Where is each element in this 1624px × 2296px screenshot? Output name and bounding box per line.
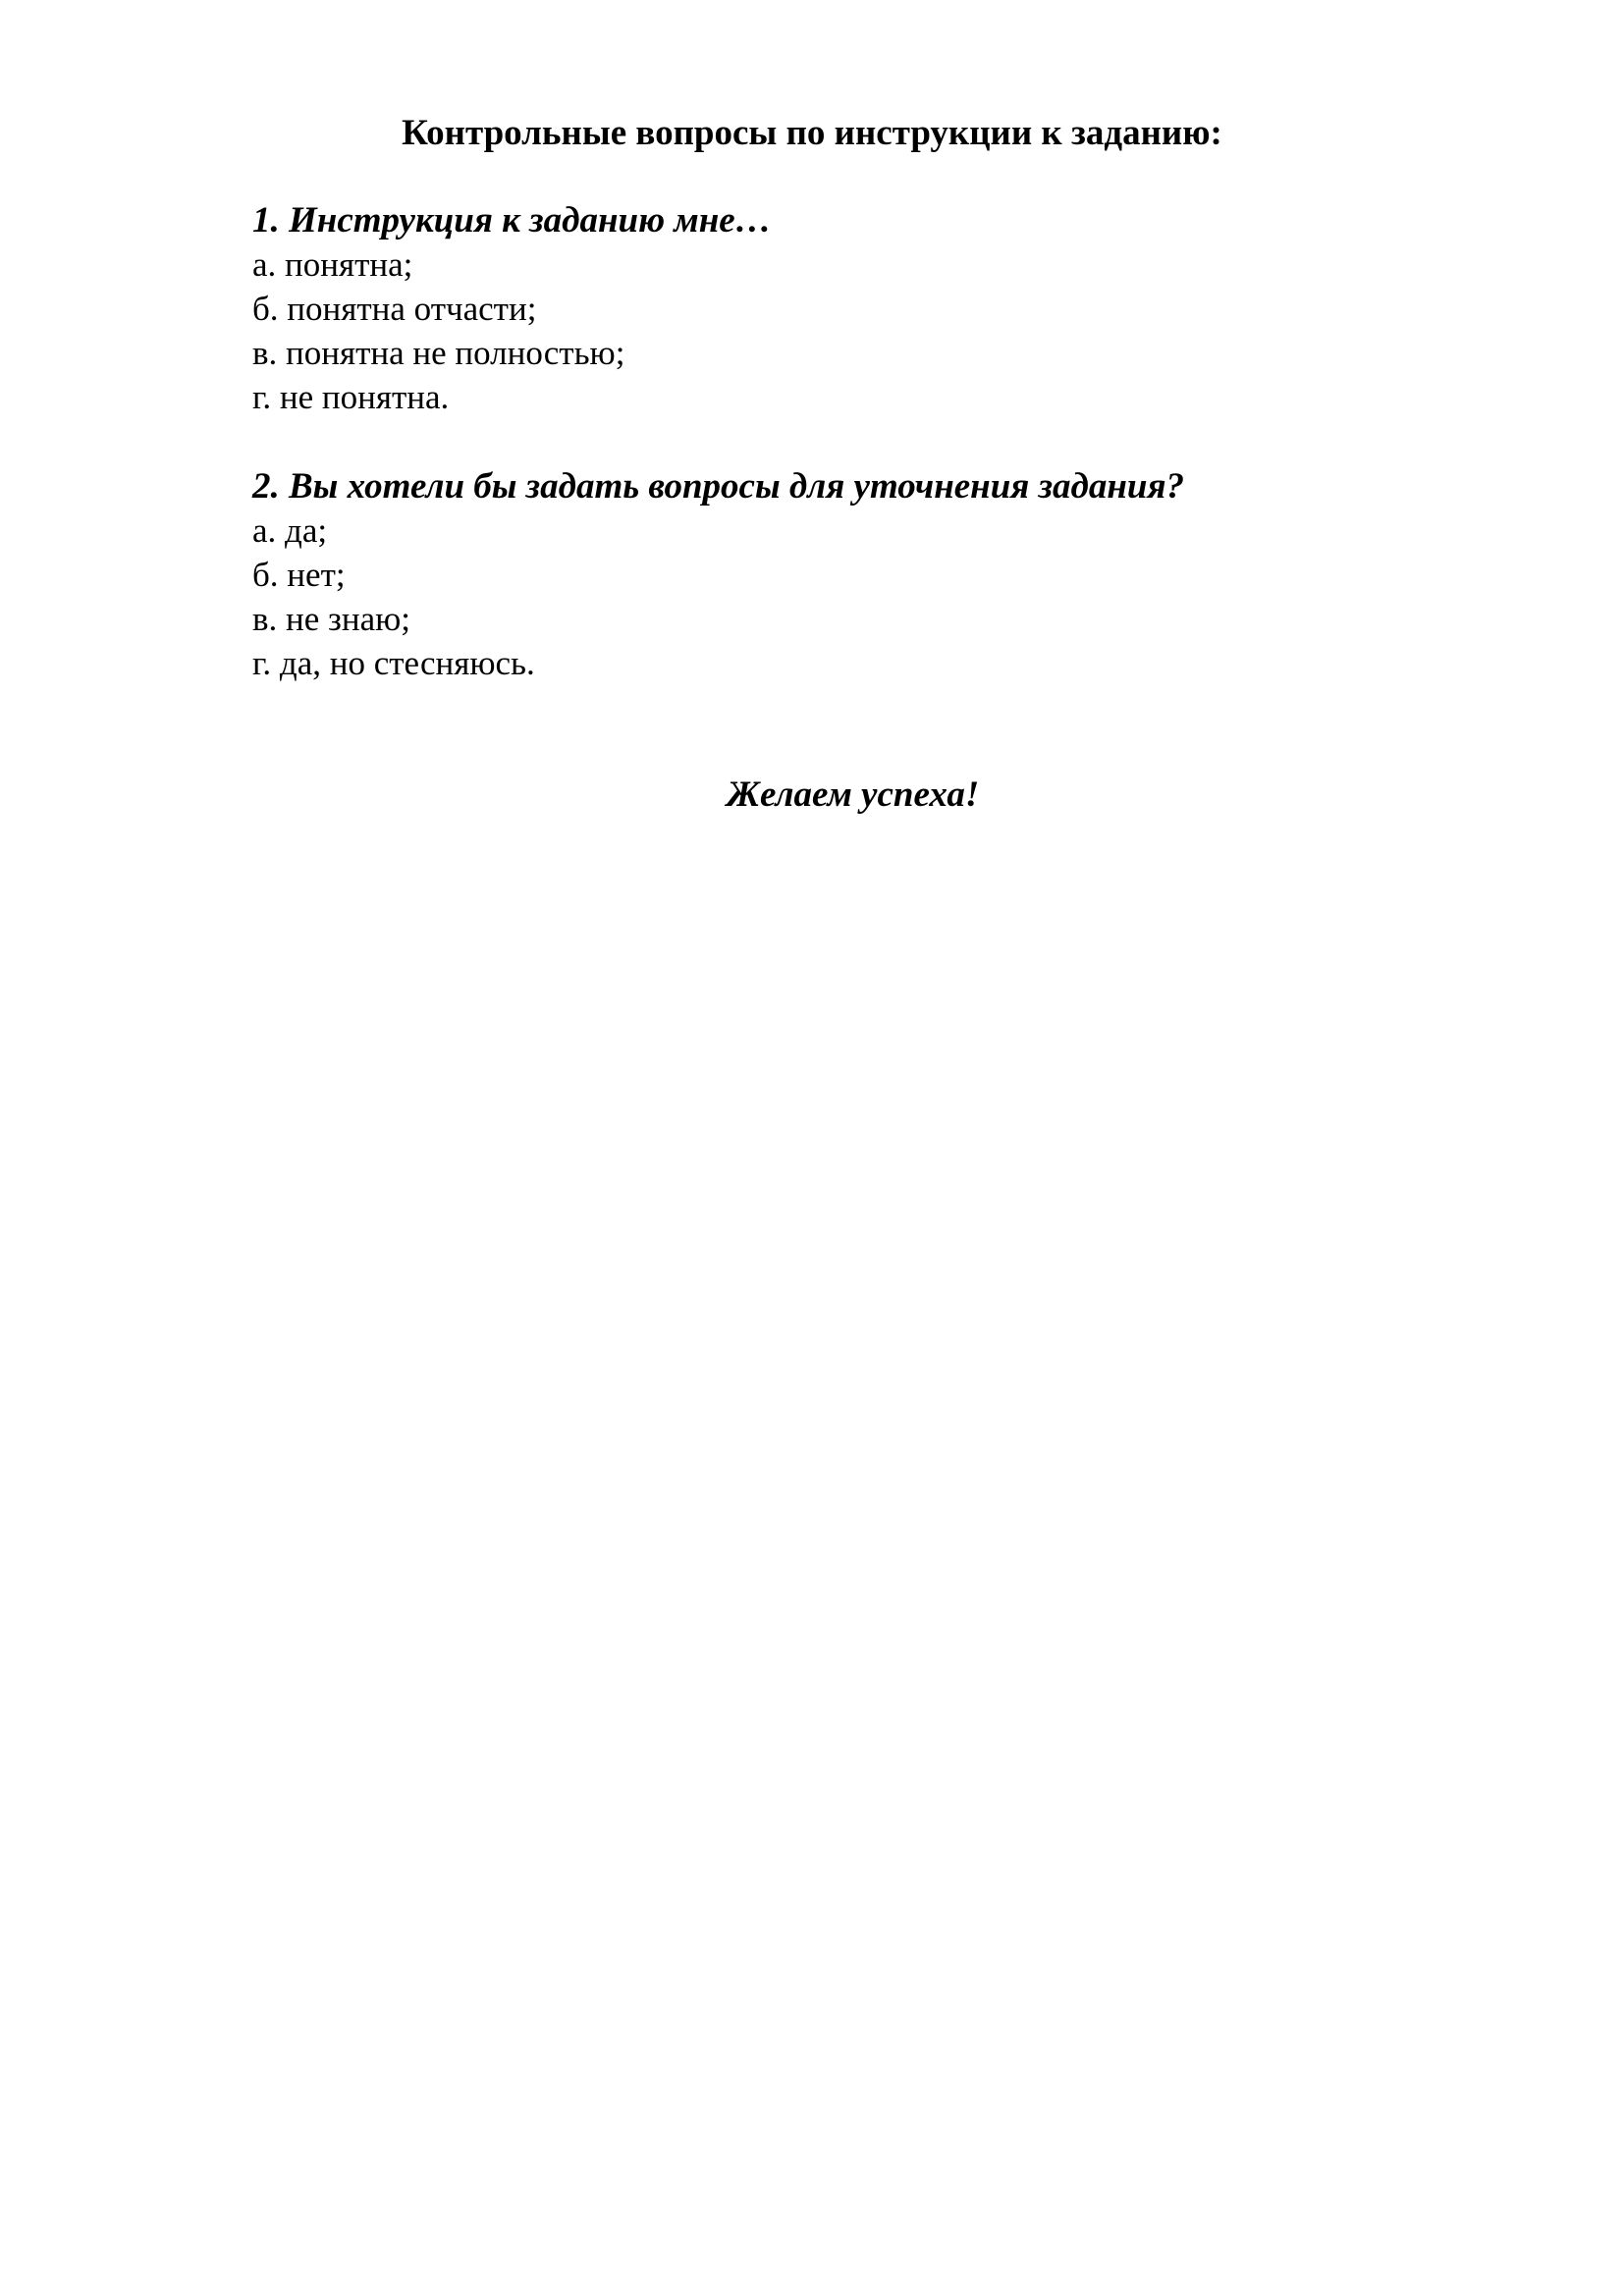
question-1-option-d: г. не понятна. [252, 378, 450, 416]
question-2-option-c: в. не знаю; [252, 600, 411, 638]
question-1-option-a: а. понятна; [252, 245, 413, 284]
question-1-option-b: б. понятна отчасти; [252, 290, 537, 328]
question-block-1 [252, 198, 1431, 419]
closing-wish: Желаем успеха! [727, 774, 980, 815]
question-2-option-b: б. нет; [252, 556, 346, 594]
question-block-2 [252, 464, 1431, 685]
question-1-text: 1. Инструкция к заданию мне… [252, 200, 772, 240]
document-title: Контрольные вопросы по инструкции к заданию: [402, 113, 1222, 153]
question-1-option-c: в. понятна не полностью; [252, 334, 625, 372]
question-2-text: 2. Вы хотели бы задать вопросы для уточнения задания? [252, 466, 1185, 507]
question-2-option-d: г. да, но стесняюсь. [252, 644, 535, 682]
question-2-option-a: а. да; [252, 511, 328, 550]
